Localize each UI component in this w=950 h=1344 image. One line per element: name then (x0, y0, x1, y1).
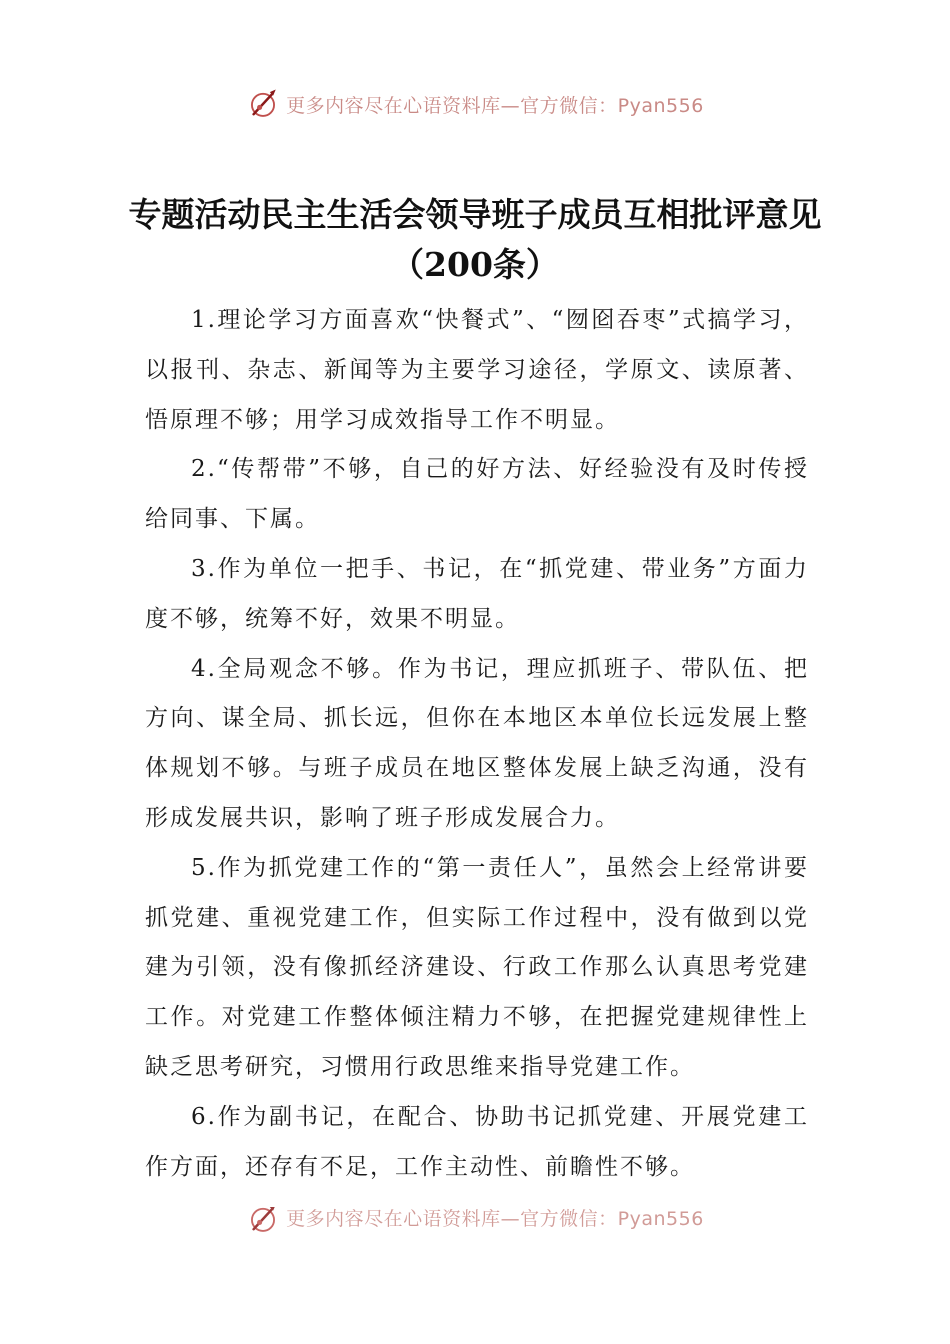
watermark-text: 更多内容尽在心语资料库—官方微信：Pyan556 (286, 94, 704, 117)
document-title: 专题活动民主生活会领导班子成员互相批评意见（200条） (128, 195, 822, 284)
list-item: 3.作为单位一把手、书记，在“抓党建、带业务”方面力度不够，统筹不好，效果不明显。 (145, 555, 809, 632)
list-item: 4.全局观念不够。作为书记，理应抓班子、带队伍、把方向、谋全局、抓长远，但你在本地区本单位长远发展上整体规划不够。与班子成员在地区整体发展上缺乏沟通，没有形成发展共识，影响了班子形成发展合力。 (145, 655, 809, 831)
list-item: 5.作为抓党建工作的“第一责任人”，虽然会上经常讲要抓党建、重视党建工作，但实际工作过程中，没有做到以党建为引领，没有像抓经济建设、行政工作那么认真思考党建工作。对党建工作整体倾注精力不够，在把握党建规律性上缺乏思考研究，习惯用行政思维来指导党建工作。 (145, 854, 809, 1080)
list-item: 1.理论学习方面喜欢“快餐式”、“囫囵吞枣”式搞学习，以报刊、杂志、新闻等为主要学习途径，学原文、读原著、悟原理不够；用学习成效指导工作不明显。 (145, 307, 809, 433)
watermark-text: 更多内容尽在心语资料库—官方微信：Pyan556 (286, 1207, 704, 1230)
document-body (145, 296, 809, 1192)
list-item: 6.作为副书记，在配合、协助书记抓党建、开展党建工作方面，还存有不足，工作主动性、前瞻性不够。 (145, 1103, 809, 1180)
list-item: 2.“传帮带”不够，自己的好方法、好经验没有及时传授给同事、下属。 (145, 456, 809, 533)
pen-logo-icon (246, 1207, 280, 1236)
pen-logo-icon (246, 87, 280, 121)
watermark-header (0, 84, 950, 124)
watermark-footer (0, 1207, 950, 1237)
